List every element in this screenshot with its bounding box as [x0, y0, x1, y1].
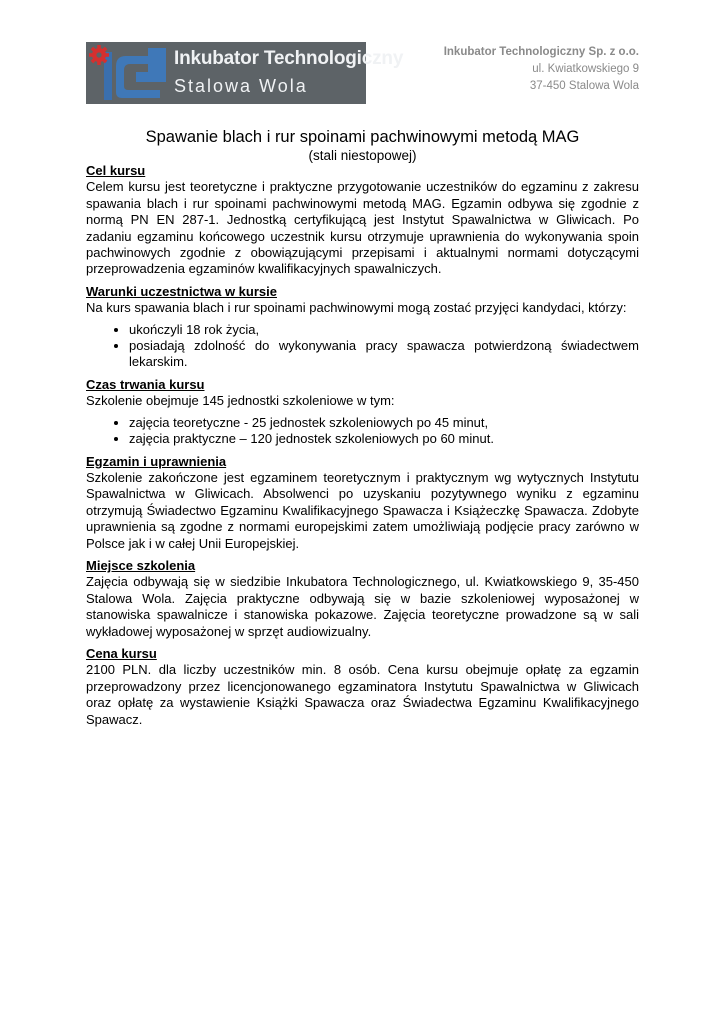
section-goal: [86, 163, 639, 278]
company-address: [444, 44, 639, 95]
section-duration: [86, 377, 639, 448]
company-street: ul. Kwiatkowskiego 9: [532, 63, 639, 75]
gear-logo-icon: [86, 42, 176, 104]
list-item: • posiadają zdolność do wykonywania pracy spawacza potwierdzoną świadectwem lekarskim.: [129, 338, 639, 371]
logo-text-line2: Stalowa Wola: [174, 76, 308, 96]
section-exam: [86, 454, 639, 552]
section-text: Zajęcia odbywają się w siedzibie Inkubatora Technologicznego, ul. Kwiatkowskiego 9, 35-450 Stalowa Wola. Zajęcia praktyczne odbywają się w bazie szkoleniowej wyposażonej w stanowiska spawalnicze i stanowiska pokazowe. Zajęcia teoretyczne prowadzone są w sali wykładowej wyposażonej w sprzęt audiowizualny.: [86, 574, 639, 639]
section-conditions: [86, 284, 639, 371]
company-logo: [86, 42, 404, 104]
section-text: 2100 PLN. dla liczby uczestników min. 8 osób. Cena kursu obejmuje opłatę za egzamin przeprowadzony przez licencjonowanego egzaminatora Instytutu Spawalnictwa w Gliwicach oraz opłatę za wystawienie Książki Spawacza oraz Świadectwa Egzaminu Kwalifikacyjnego Spawacz.: [86, 662, 639, 727]
section-text: Szkolenie zakończone jest egzaminem teoretycznym i praktycznym wg wytycznych Instytutu Spawalnictwa w Gliwicach. Absolwenci po uzyskaniu pozytywnego wyniku z egzaminu otrzymują Świadectwo Egzaminu Kwalifikacyjnego Spawacza i Książeczkę Spawacza. Zdobyte uprawnienia są zgodne z normami europejskimi zatem umożliwiają podjęcie pracy zarówno w Polsce jak i w całej Unii Europejskiej.: [86, 469, 639, 551]
section-heading: Miejsce szkolenia: [86, 557, 196, 573]
section-price: [86, 646, 639, 728]
page-title: Spawanie blach i rur spoinami pachwinowymi metodą MAG: [145, 128, 580, 146]
document-body: [86, 163, 639, 734]
section-heading: Warunki uczestnictwa w kursie: [86, 283, 277, 299]
page-subtitle: (stali niestopowej): [308, 148, 417, 163]
conditions-list: [86, 322, 639, 371]
section-text: Na kurs spawania blach i rur spoinami pachwinowymi mogą zostać przyjęci kandydaci, którzy:: [86, 300, 627, 316]
duration-list: [86, 415, 639, 448]
section-heading: Czas trwania kursu: [86, 376, 205, 392]
list-item: • zajęcia praktyczne – 120 jednostek szkoleniowych po 60 minut.: [129, 431, 639, 447]
section-heading: Egzamin i uprawnienia: [86, 453, 227, 469]
logo-text-line1: Inkubator Technologiczny: [174, 48, 404, 69]
company-name: Inkubator Technologiczny Sp. z o.o.: [443, 46, 639, 58]
section-location: [86, 558, 639, 640]
list-item: • zajęcia teoretyczne - 25 jednostek szkoleniowych po 45 minut,: [129, 415, 639, 431]
section-heading: Cena kursu: [86, 645, 157, 661]
section-heading: Cel kursu: [86, 163, 146, 178]
section-text: Szkolenie obejmuje 145 jednostki szkoleniowe w tym:: [86, 393, 395, 409]
section-text: Celem kursu jest teoretyczne i praktyczne przygotowanie uczestników do egzaminu z zakresu spawania blach i rur spoinami pachwinowymi metodą MAG. Egzamin odbywa się zgodnie z normą PN EN 287-1. Jednostką certyfikującą jest Instytut Spawalnictwa w Gliwicach. Po zadaniu egzaminu końcowego uczestnik kursu otrzymuje uprawnienia do wykonywania spoin pachwinowych zgodnie z obowiązującymi przepisami i aktualnymi normami dotyczącymi przeprowadzenia egzaminów kwalifikacyjnych spawalniczych.: [86, 179, 639, 277]
company-city: 37-450 Stalowa Wola: [529, 80, 639, 92]
list-item: • ukończyli 18 rok życia,: [129, 322, 639, 338]
